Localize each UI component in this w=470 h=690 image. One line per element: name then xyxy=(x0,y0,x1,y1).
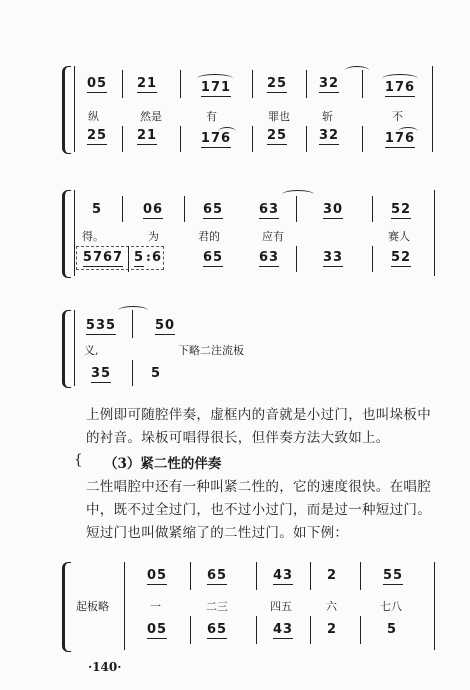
body-paragraph-2: 二性唱腔中还有一种叫紧二性的，它的速度很快。在唱腔中，既不过全过门，也不过小过门，而是过一种短过门。短过门也叫做紧缩了的二性过门。如下例： xyxy=(86,479,431,541)
note-cell: 535 xyxy=(85,318,117,333)
note-cell: 5 xyxy=(150,366,162,381)
note-cell: 43 xyxy=(272,622,294,637)
note-cell: 25 xyxy=(266,76,288,91)
barline xyxy=(360,562,361,590)
note-cell: 25 xyxy=(266,128,288,143)
barline xyxy=(296,196,297,222)
tie xyxy=(345,66,369,75)
note-cell: 176 xyxy=(384,131,416,146)
note-cell: 25 xyxy=(86,128,108,143)
note-cell: 05 xyxy=(146,568,168,583)
lyric: 为 xyxy=(148,230,159,243)
note-cell: 43 xyxy=(272,568,294,583)
note-cell: 30 xyxy=(322,202,344,217)
note-cell: 52 xyxy=(390,250,412,265)
note-cell: 5767 xyxy=(82,250,124,265)
barline xyxy=(132,310,133,338)
note-cell: 6 xyxy=(151,250,163,265)
note-cell: 5 xyxy=(91,202,103,217)
barline xyxy=(128,246,129,272)
lyric: 赛人 xyxy=(388,230,410,243)
note-cell: 2 xyxy=(326,622,338,637)
note-cell: 35 xyxy=(90,366,112,381)
note-cell: 5 xyxy=(386,622,398,637)
barline xyxy=(372,196,373,222)
colon-separator: : xyxy=(146,250,151,265)
note-cell: 63 xyxy=(258,202,280,217)
barline xyxy=(180,70,181,98)
note-cell: 33 xyxy=(322,250,344,265)
note-cell: 2 xyxy=(326,568,338,583)
barline xyxy=(180,126,181,152)
lyric: 四五 xyxy=(270,600,292,613)
note-cell: 05 xyxy=(86,76,108,91)
barline xyxy=(122,126,123,152)
barline xyxy=(310,616,311,644)
barline xyxy=(360,616,361,644)
lyric: 应有 xyxy=(262,230,284,243)
note-cell: 65 xyxy=(206,622,228,637)
barline xyxy=(252,70,253,98)
note-cell: 171 xyxy=(200,80,232,95)
note-cell: 65 xyxy=(202,202,224,217)
barline xyxy=(310,562,311,590)
note-cell: 63 xyxy=(258,250,280,265)
barline xyxy=(256,562,257,590)
note-cell: 21 xyxy=(136,76,158,91)
lyric: 有 xyxy=(206,110,217,123)
body-paragraph-1: 上例即可随腔伴奏，虚框内的音就是小过门，也叫垛板中的衬音。垛板可唱得很长，但伴奏方法大致如上。 xyxy=(86,407,431,446)
lyric: 纵 xyxy=(88,110,99,123)
lyric: 罪也 xyxy=(268,110,290,123)
page-number: ·140· xyxy=(88,660,122,674)
barline xyxy=(74,190,75,276)
lyric: 二三 xyxy=(206,600,228,613)
note-cell: 32 xyxy=(318,128,340,143)
note-cell: 50 xyxy=(154,318,176,333)
system-bracket xyxy=(62,190,71,278)
note-cell: 176 xyxy=(384,80,416,95)
barline xyxy=(122,70,123,98)
barline xyxy=(184,196,185,222)
note-cell: 21 xyxy=(136,128,158,143)
lyric: 君的 xyxy=(198,230,220,243)
barline xyxy=(190,562,191,590)
lyric: 义, xyxy=(84,344,99,357)
section-bracket: { xyxy=(74,452,83,468)
section-heading: （3）紧二性的伴奏 xyxy=(104,456,222,472)
barline xyxy=(296,246,297,272)
barline xyxy=(362,70,363,98)
note-cell: 05 xyxy=(146,622,168,637)
tie xyxy=(282,190,314,199)
barline xyxy=(74,66,75,152)
note-cell: 52 xyxy=(390,202,412,217)
lyric: 不 xyxy=(392,110,403,123)
note-cell: 5 xyxy=(133,250,145,265)
note-cell: 32 xyxy=(318,76,340,91)
note-cell: 55 xyxy=(382,568,404,583)
barline xyxy=(252,126,253,152)
barline xyxy=(256,616,257,644)
barline xyxy=(362,126,363,152)
barline xyxy=(434,190,435,276)
note-cell: 65 xyxy=(206,568,228,583)
lyric: 一 xyxy=(150,600,161,613)
barline xyxy=(432,66,433,152)
barline xyxy=(434,562,435,650)
system-bracket xyxy=(62,562,71,652)
barline xyxy=(306,70,307,98)
barline xyxy=(306,126,307,152)
note-cell: 65 xyxy=(202,250,224,265)
note-cell: 06 xyxy=(142,202,164,217)
intro-label: 起板略 xyxy=(76,600,109,613)
lyric: 斩 xyxy=(322,110,333,123)
barline xyxy=(124,562,125,650)
lyric: 六 xyxy=(326,600,337,613)
lyric: 然是 xyxy=(140,110,162,123)
note-cell: 176 xyxy=(200,131,232,146)
system-bracket xyxy=(62,66,71,154)
barline xyxy=(190,616,191,644)
system-bracket xyxy=(62,310,71,388)
barline xyxy=(122,196,123,222)
lyric: 得。 xyxy=(82,230,104,243)
barline xyxy=(372,246,373,272)
lyric: 七八 xyxy=(380,600,402,613)
barline xyxy=(74,310,75,386)
tie xyxy=(118,306,148,315)
barline xyxy=(132,360,133,386)
performance-note: 下略二注流板 xyxy=(178,344,244,357)
